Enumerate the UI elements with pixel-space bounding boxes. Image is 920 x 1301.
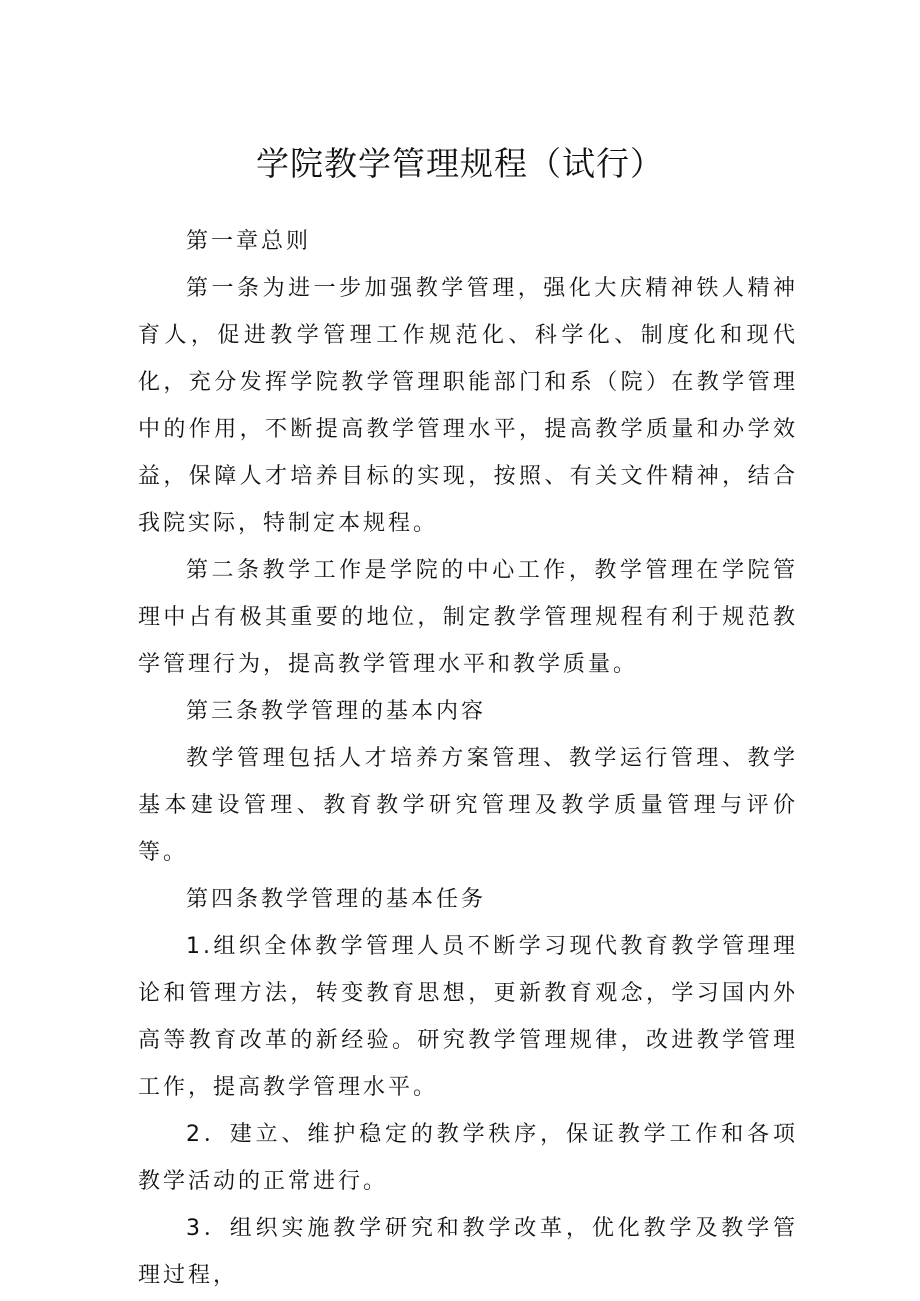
paragraph-item-3: 3．组织实施教学研究和教学改革，优化教学及教学管理过程， [138, 1216, 798, 1288]
article-3-heading: 第三条教学管理的基本内容 [186, 699, 487, 724]
article-4-heading: 第四条教学管理的基本任务 [186, 887, 487, 912]
document-body [138, 218, 798, 1299]
paragraph-article-1: 第一条为进一步加强教学管理，强化大庆精神铁人精神育人，促进教学管理工作规范化、科学化、制度化和现代化，充分发挥学院教学管理职能部门和系（院）在教学管理中的作用，不断提高教学管理水平，提高教学质量和办学效益，保障人才培养目标的实现，按照、有关文件精神，结合我院实际，特制定本规程。 [138, 276, 798, 536]
paragraph-item-1: 1.组织全体教学管理人员不断学习现代教育教学管理理论和管理方法，转变教育思想，更新教育观念，学习国内外高等教育改革的新经验。研究教学管理规律，改进教学管理工作，提高教学管理水平。 [138, 934, 798, 1100]
paragraph-article-2: 第二条教学工作是学院的中心工作，教学管理在学院管理中占有极其重要的地位，制定教学管理规程有利于规范教学管理行为，提高教学管理水平和教学质量。 [138, 558, 798, 677]
paragraph-article-3-content: 教学管理包括人才培养方案管理、教学运行管理、教学基本建设管理、教育教学研究管理及教学质量管理与评价等。 [138, 746, 798, 865]
chapter-heading: 第一章总则 [186, 229, 312, 254]
paragraph-item-2: 2．建立、维护稳定的教学秩序，保证教学工作和各项教学活动的正常进行。 [138, 1122, 798, 1194]
document-title: 学院教学管理规程（试行） [256, 144, 664, 183]
